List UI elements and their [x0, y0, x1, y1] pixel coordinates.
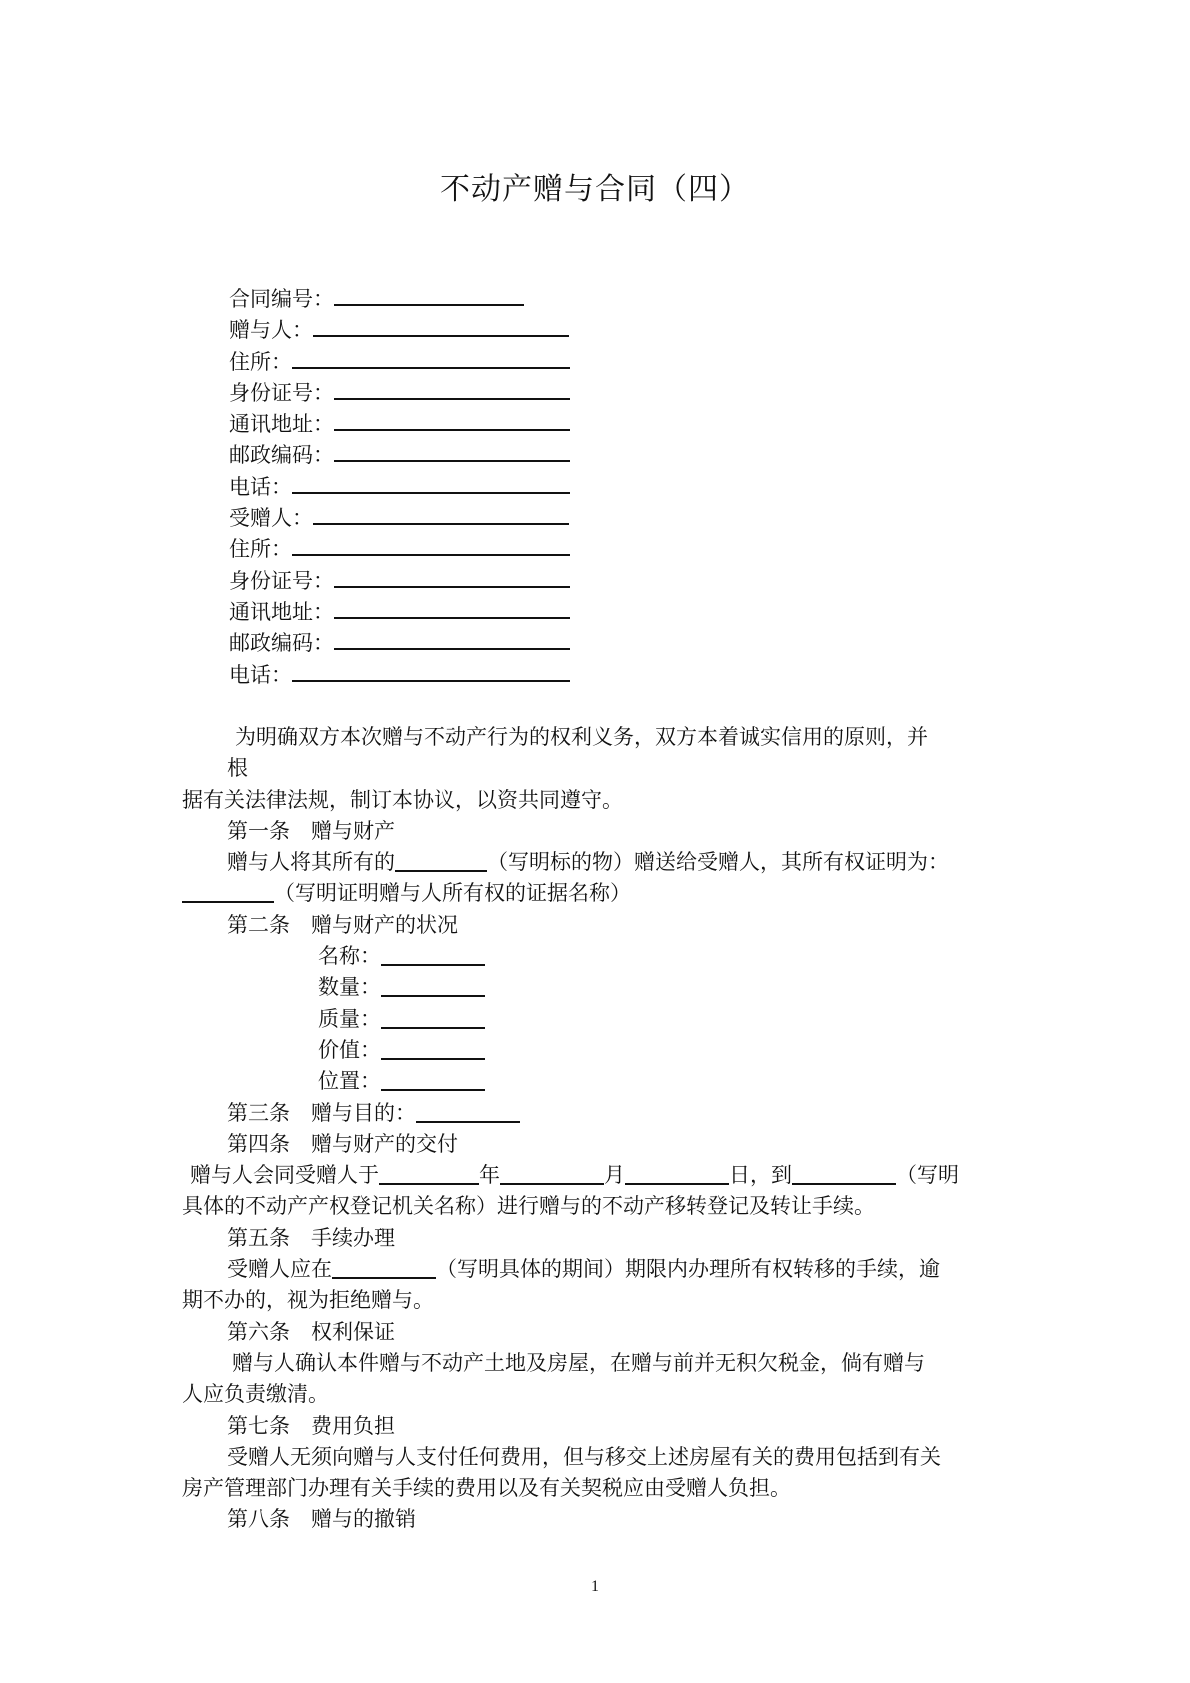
- article-1-text: [182, 878, 1016, 909]
- article-6-heading: 第六条 权利保证: [227, 1319, 395, 1344]
- fill-blank[interactable]: [334, 438, 570, 462]
- fill-blank[interactable]: [334, 626, 570, 650]
- fill-blank[interactable]: [381, 1067, 485, 1091]
- item-label: 位置：: [318, 1069, 381, 1094]
- field-label: 受赠人：: [229, 506, 313, 531]
- field-label: 邮政编码：: [229, 443, 334, 468]
- preamble-line: 根: [227, 756, 248, 781]
- article-7-text: 受赠人无须向赠与人支付任何费用，但与移交上述房屋有关的费用包括到有关: [227, 1444, 941, 1469]
- field-donee: [229, 501, 570, 532]
- item-label: 价值：: [318, 1037, 381, 1062]
- fill-blank[interactable]: [332, 1255, 436, 1279]
- fill-blank[interactable]: [381, 973, 485, 997]
- fill-blank[interactable]: [395, 848, 487, 872]
- item-label: 数量：: [318, 975, 381, 1000]
- field-label: 身份证号：: [229, 568, 334, 593]
- fill-blank[interactable]: [334, 407, 570, 431]
- article-text: 赠与人将其所有的: [227, 850, 395, 875]
- preamble-line: 为明确双方本次赠与不动产行为的权利义务，双方本着诚实信用的原则，并: [235, 725, 928, 749]
- fill-blank[interactable]: [313, 501, 569, 525]
- article-text: （写明标的物）赠送给受赠人，其所有权证明为：: [487, 850, 949, 875]
- article-text: 赠与人会同受赠人于: [190, 1163, 379, 1188]
- field-label: 邮政编码：: [229, 631, 334, 656]
- article-text: 受赠人应在: [227, 1257, 332, 1282]
- article-text: 月: [604, 1163, 625, 1188]
- field-label: 电话：: [229, 474, 292, 499]
- fill-blank[interactable]: [416, 1099, 520, 1123]
- article-2-item: [182, 1035, 1016, 1066]
- field-donor: [229, 313, 570, 344]
- fill-blank[interactable]: [379, 1161, 479, 1185]
- article-text: （写明证明赠与人所有权的证据名称）: [274, 881, 631, 906]
- fill-blank[interactable]: [500, 1161, 604, 1185]
- fill-blank[interactable]: [334, 376, 570, 400]
- fill-blank[interactable]: [381, 1005, 485, 1029]
- field-donor-id: [229, 376, 570, 407]
- article-2-item: [182, 972, 1016, 1003]
- article-8-heading: 第八条 赠与的撤销: [227, 1507, 416, 1532]
- article-6-text: 人应负责缴清。: [182, 1382, 329, 1407]
- article-6-text: 赠与人确认本件赠与不动产土地及房屋，在赠与前并无积欠税金，倘有赠与: [232, 1350, 925, 1375]
- field-label: 通讯地址：: [229, 412, 334, 437]
- field-donee-mail-address: [229, 595, 570, 626]
- field-label: 电话：: [229, 662, 292, 687]
- field-donee-postcode: [229, 626, 570, 657]
- article-7-heading: 第七条 费用负担: [227, 1413, 395, 1438]
- field-donor-address: [229, 345, 570, 376]
- field-contract-number: [229, 282, 570, 313]
- page-number: 1: [591, 1578, 599, 1595]
- article-4-text: [182, 1160, 1016, 1191]
- article-3-heading: [182, 1098, 1016, 1129]
- field-label: 身份证号：: [229, 380, 334, 405]
- fill-blank[interactable]: [334, 282, 524, 306]
- article-heading: 第三条 赠与目的：: [227, 1100, 416, 1125]
- item-label: 名称：: [318, 944, 381, 969]
- fill-blank[interactable]: [625, 1161, 729, 1185]
- article-4-heading: 第四条 赠与财产的交付: [227, 1131, 458, 1156]
- article-2-heading: 第二条 赠与财产的状况: [227, 912, 458, 937]
- article-7-text: 房产管理部门办理有关手续的费用以及有关契税应由受赠人负担。: [182, 1476, 791, 1501]
- field-label: 合同编号：: [229, 287, 334, 311]
- item-label: 质量：: [318, 1006, 381, 1031]
- preamble-line: 据有关法律法规，制订本协议，以资共同遵守。: [182, 787, 623, 812]
- article-5-text: 期不办的，视为拒绝赠与。: [182, 1288, 434, 1313]
- contract-body: [182, 722, 1016, 1536]
- field-label: 赠与人：: [229, 318, 313, 343]
- fill-blank[interactable]: [334, 564, 570, 588]
- article-1-heading: 第一条 赠与财产: [227, 818, 395, 843]
- fill-blank[interactable]: [313, 313, 569, 337]
- field-donor-postcode: [229, 438, 570, 469]
- article-5-heading: 第五条 手续办理: [227, 1225, 395, 1250]
- field-donor-phone: [229, 470, 570, 501]
- article-2-item: [182, 941, 1016, 972]
- document-title: 不动产赠与合同（四）: [440, 172, 750, 207]
- article-2-item: [182, 1004, 1016, 1035]
- field-label: 住所：: [229, 537, 292, 562]
- field-donee-id: [229, 564, 570, 595]
- fill-blank[interactable]: [381, 1036, 485, 1060]
- field-label: 通讯地址：: [229, 599, 334, 624]
- article-text: （写明具体的期间）期限内办理所有权转移的手续，逾: [436, 1257, 940, 1282]
- field-donee-phone: [229, 658, 570, 689]
- article-text: 年: [479, 1163, 500, 1188]
- article-text: （写明: [896, 1163, 959, 1188]
- field-donee-address: [229, 532, 570, 563]
- article-text: 日，到: [729, 1163, 792, 1188]
- field-donor-mail-address: [229, 407, 570, 438]
- fill-blank[interactable]: [292, 345, 570, 369]
- article-4-text: 具体的不动产产权登记机关名称）进行赠与的不动产移转登记及转让手续。: [182, 1194, 875, 1219]
- fill-blank[interactable]: [292, 470, 570, 494]
- fill-blank[interactable]: [292, 532, 570, 556]
- field-label: 住所：: [229, 349, 292, 374]
- fill-blank[interactable]: [334, 595, 570, 619]
- fill-blank[interactable]: [792, 1161, 896, 1185]
- fill-blank[interactable]: [292, 658, 570, 682]
- fill-blank[interactable]: [182, 879, 274, 903]
- article-2-item: [182, 1066, 1016, 1097]
- article-1-text: [182, 847, 1016, 878]
- article-5-text: [182, 1254, 1016, 1285]
- fill-blank[interactable]: [381, 942, 485, 966]
- party-info-block: [229, 282, 570, 689]
